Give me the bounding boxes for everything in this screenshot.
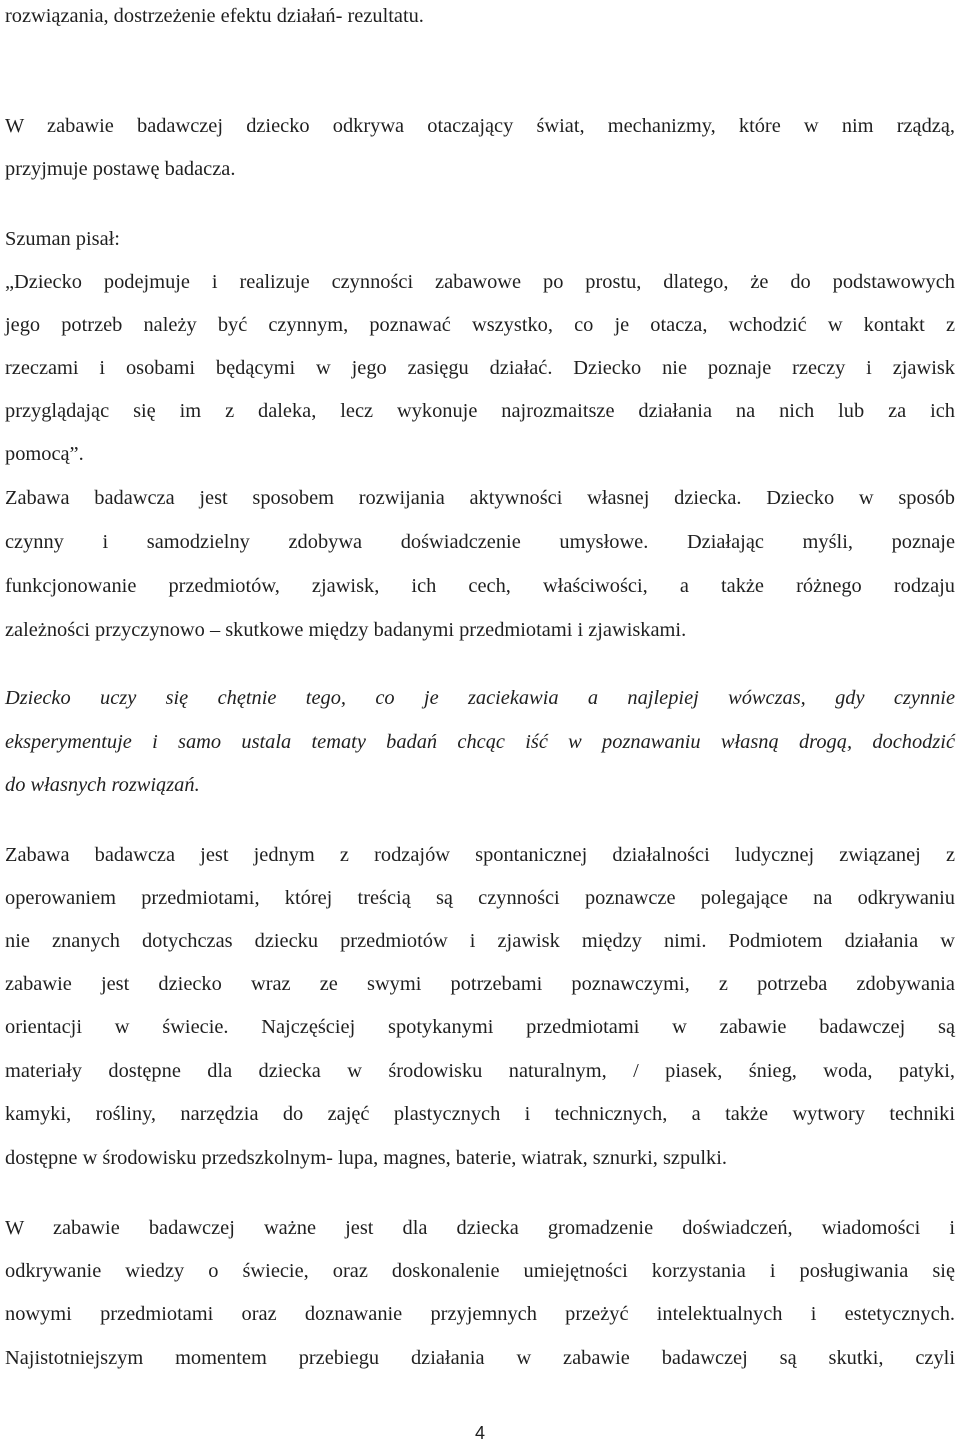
text-line: funkcjonowanie przedmiotów, zjawisk, ich cech, właściwości, a także różnego rodzaju <box>5 575 955 597</box>
text-line: kamyki, rośliny, narzędzia do zajęć plastycznych i technicznych, a także wytwory techniki <box>5 1103 955 1125</box>
text-line: orientacji w świecie. Najczęściej spotykanymi przedmiotami w zabawie badawczej są <box>5 1016 955 1038</box>
text-line: zabawie jest dziecko wraz ze swymi potrzebami poznawczymi, z potrzeba zdobywania <box>5 973 955 995</box>
text-line: W zabawie badawczej dziecko odkrywa otaczający świat, mechanizmy, które w nim rządzą, <box>5 115 955 137</box>
text-line: przyglądając się im z daleka, lecz wykonuje najrozmaitsze działania na nich lub za ich <box>5 400 955 422</box>
text-line: zależności przyczynowo – skutkowe między badanymi przedmiotami i zjawiskami. <box>5 619 687 641</box>
text-line: materiały dostępne dla dziecka w środowisku naturalnym, / piasek, śnieg, woda, patyki, <box>5 1060 955 1082</box>
text-line: Szuman pisał: <box>5 228 120 250</box>
text-line: odkrywanie wiedzy o świecie, oraz doskonalenie umiejętności korzystania i posługiwania się <box>5 1260 955 1282</box>
text-line: nie znanych dotychczas dziecku przedmiotów i zjawisk między nimi. Podmiotem działania w <box>5 930 955 952</box>
text-line: nowymi przedmiotami oraz doznawanie przyjemnych przeżyć intelektualnych i estetycznych. <box>5 1303 955 1325</box>
text-line: dostępne w środowisku przedszkolnym- lupa, magnes, baterie, wiatrak, sznurki, szpulki. <box>5 1147 727 1169</box>
text-line: „Dziecko podejmuje i realizuje czynności zabawowe po prostu, dlatego, że do podstawowych <box>5 271 955 293</box>
text-line: rozwiązania, dostrzeżenie efektu działań- rezultatu. <box>5 5 424 27</box>
text-line: Zabawa badawcza jest sposobem rozwijania aktywności własnej dziecka. Dziecko w sposób <box>5 487 955 509</box>
text-line: czynny i samodzielny zdobywa doświadczenie umysłowe. Działając myśli, poznaje <box>5 531 955 553</box>
text-line: przyjmuje postawę badacza. <box>5 158 236 180</box>
text-line: operowaniem przedmiotami, której treścią są czynności poznawcze polegające na odkrywaniu <box>5 887 955 909</box>
page-number: 4 <box>474 1423 485 1443</box>
text-line: rzeczami i osobami będącymi w jego zasięgu działać. Dziecko nie poznaje rzeczy i zjawisk <box>5 357 955 379</box>
text-line: pomocą”. <box>5 443 84 465</box>
text-line: Zabawa badawcza jest jednym z rodzajów spontanicznej działalności ludycznej związanej z <box>5 844 955 866</box>
text-line: jego potrzeb należy być czynnym, poznawać wszystko, co je otacza, wchodzić w kontakt z <box>5 314 955 336</box>
text-line: Najistotniejszym momentem przebiegu działania w zabawie badawczej są skutki, czyli <box>5 1347 955 1369</box>
text-line: do własnych rozwiązań. <box>5 774 200 796</box>
text-line: Dziecko uczy się chętnie tego, co je zaciekawia a najlepiej wówczas, gdy czynnie <box>5 687 955 709</box>
text-line: eksperymentuje i samo ustala tematy badań chcąc iść w poznawaniu własną drogą, dochodzić <box>5 731 955 753</box>
text-line: W zabawie badawczej ważne jest dla dziecka gromadzenie doświadczeń, wiadomości i <box>5 1217 955 1239</box>
